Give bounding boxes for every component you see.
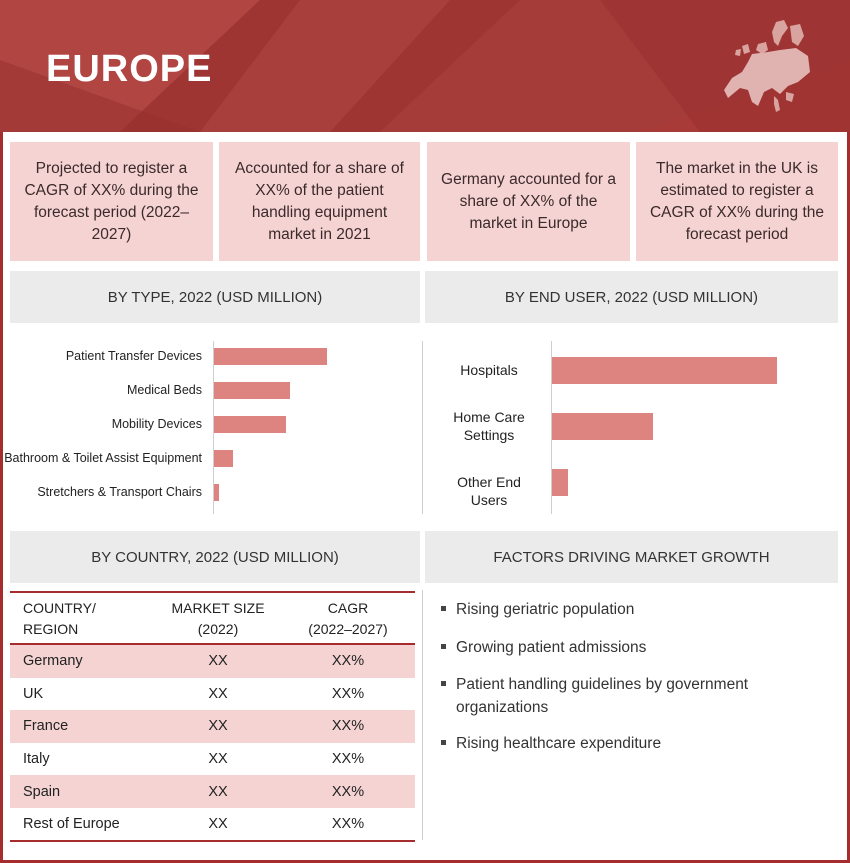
enduser-bar-label: Other End Users	[457, 474, 521, 508]
table-row	[10, 808, 415, 841]
type-bar-label: Mobility Devices	[111, 417, 202, 431]
bullet-icon	[441, 681, 446, 686]
stat-germany	[427, 142, 630, 261]
page-title: EUROPE	[46, 48, 213, 90]
section-by-type	[10, 271, 420, 323]
section-by-country-label: BY COUNTRY, 2022 (USD MILLION)	[91, 548, 339, 566]
enduser-bar-label-line: Settings	[463, 427, 515, 443]
table-header-cagr	[288, 598, 408, 640]
type-bar-label: Patient Transfer Devices	[65, 349, 202, 363]
enduser-bar-label: Hospitals	[460, 362, 518, 378]
cell-market-size: XX	[208, 685, 228, 702]
bullet-icon	[441, 740, 446, 745]
cell-cagr: XX%	[331, 653, 365, 670]
section-factors-label: FACTORS DRIVING MARKET GROWTH	[493, 548, 770, 566]
enduser-bar-label-line: Home Care	[453, 409, 525, 425]
th-cagr-line1: CAGR	[327, 600, 369, 616]
cell-cagr: XX%	[331, 816, 365, 833]
cell-market-size: XX	[208, 751, 228, 768]
cell-market-size: XX	[208, 783, 228, 800]
lower-panel-divider	[422, 590, 423, 840]
cell-cagr: XX%	[331, 783, 365, 800]
header-banner	[0, 0, 850, 132]
stat-share	[219, 142, 420, 261]
stat-uk-text: The market in the UK is estimated to register a CAGR of XX% during the forecast period	[649, 159, 825, 243]
type-bar-label: Bathroom & Toilet Assist Equipment	[4, 451, 202, 465]
europe-map-icon	[718, 16, 818, 116]
factor-text: Rising geriatric population	[456, 601, 635, 618]
bullet-icon	[441, 606, 446, 611]
section-by-end-user	[425, 271, 838, 323]
cell-cagr: XX%	[331, 685, 365, 702]
stat-uk	[636, 142, 838, 261]
cell-country: Italy	[23, 751, 50, 768]
cell-country: France	[23, 718, 69, 735]
type-bar	[214, 450, 233, 467]
cell-country: Germany	[23, 653, 83, 670]
type-bar	[214, 382, 290, 399]
type-bar-label: Stretchers & Transport Chairs	[37, 485, 202, 499]
enduser-bar	[552, 357, 777, 384]
cell-market-size: XX	[208, 653, 228, 670]
table-row	[10, 645, 415, 678]
enduser-bar-label	[440, 408, 538, 444]
stat-germany-text: Germany accounted for a share of XX% of the market in Europe	[441, 170, 616, 232]
th-size-line2: (2022)	[197, 621, 239, 637]
table-row	[10, 775, 415, 808]
type-bar-label: Medical Beds	[126, 383, 202, 397]
factor-text: Rising healthcare expenditure	[456, 735, 662, 752]
cell-market-size: XX	[208, 816, 228, 833]
section-by-country	[10, 531, 420, 583]
type-bar	[214, 348, 327, 365]
cell-country: Spain	[23, 783, 61, 800]
enduser-bar	[552, 413, 653, 440]
cell-market-size: XX	[208, 718, 228, 735]
factor-text: Patient handling guidelines by government organizations	[456, 676, 749, 716]
table-row	[10, 678, 415, 711]
section-factors	[425, 531, 838, 583]
type-bar	[214, 484, 219, 501]
table-top-rule	[10, 591, 415, 593]
stat-cagr	[10, 142, 213, 261]
cell-country: Rest of Europe	[23, 816, 120, 833]
factor-text: Growing patient admissions	[456, 639, 647, 656]
panel-divider	[422, 341, 423, 514]
table-header-country	[23, 598, 96, 640]
bullet-icon	[441, 644, 446, 649]
table-row	[10, 743, 415, 776]
cell-country: UK	[23, 685, 44, 702]
type-bar	[214, 416, 286, 433]
th-size-line1: MARKET SIZE	[171, 600, 265, 616]
table-bottom-rule	[10, 840, 415, 842]
stat-cagr-text: Projected to register a CAGR of XX% during the forecast period (2022–2027)	[24, 159, 199, 243]
th-country-line1: COUNTRY/	[23, 600, 96, 616]
cell-cagr: XX%	[331, 718, 365, 735]
section-by-type-label: BY TYPE, 2022 (USD MILLION)	[107, 288, 323, 306]
table-header-size	[158, 598, 278, 640]
section-by-end-user-label: BY END USER, 2022 (USD MILLION)	[504, 288, 759, 306]
table-row	[10, 710, 415, 743]
th-country-line2: REGION	[23, 621, 79, 637]
stat-share-text: Accounted for a share of XX% of the patient handling equipment market in 2021	[235, 159, 404, 243]
th-cagr-line2: (2022–2027)	[308, 621, 388, 637]
cell-cagr: XX%	[331, 751, 365, 768]
enduser-bar	[552, 469, 568, 496]
